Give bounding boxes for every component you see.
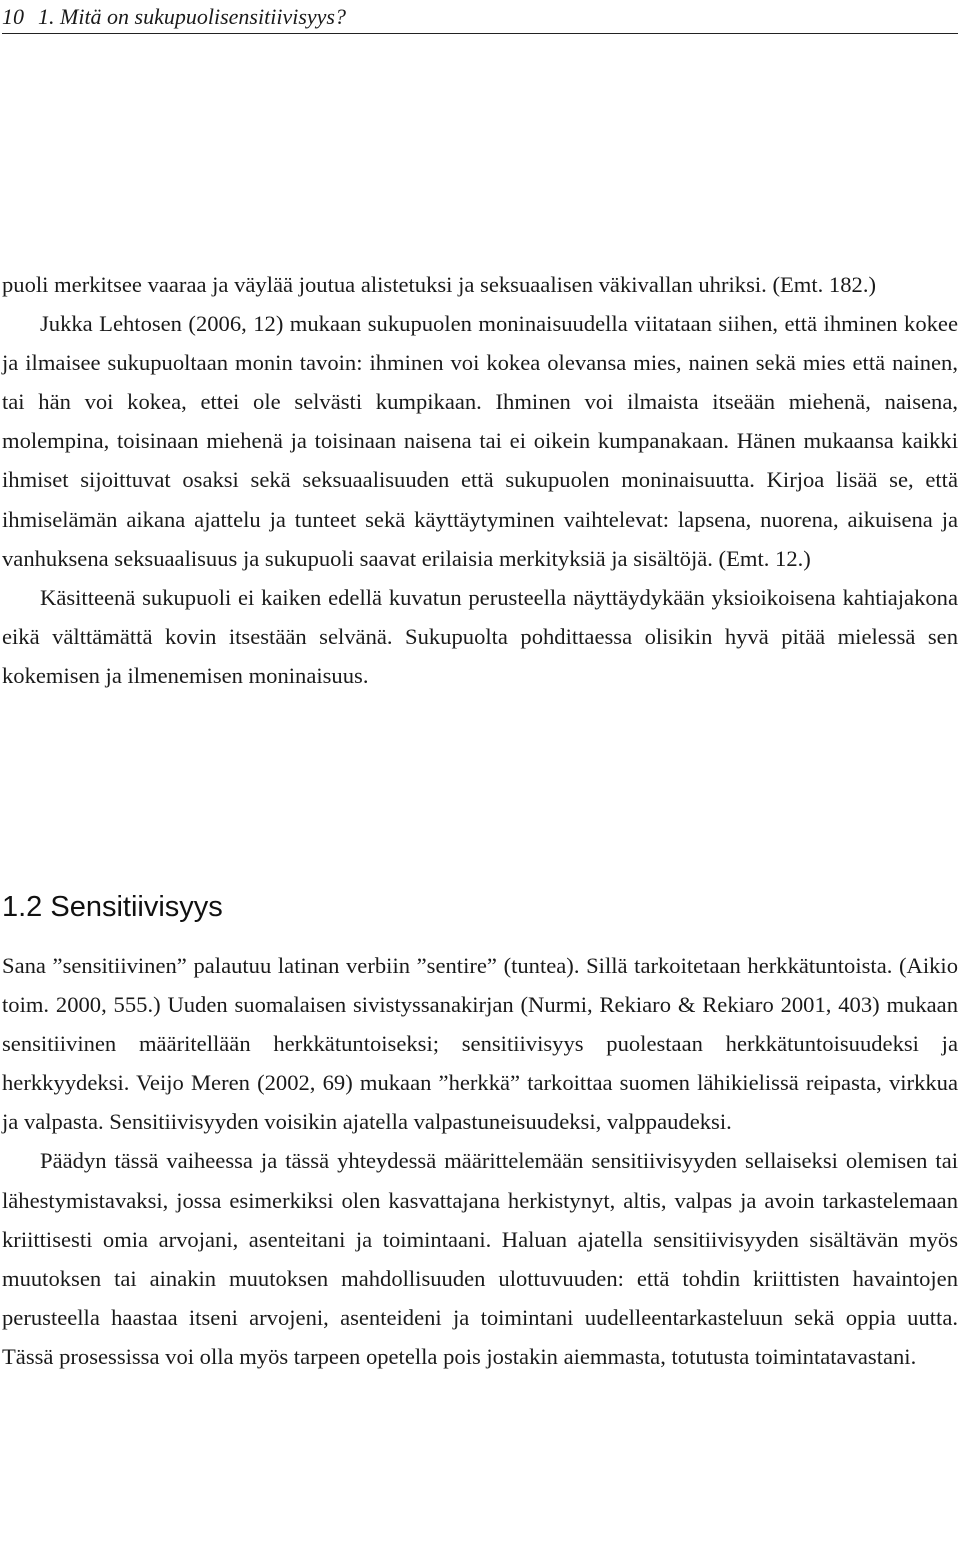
running-header bbox=[2, 4, 958, 34]
paragraph-continued: puoli merkitsee vaaraa ja väylää joutua alistetuksi ja seksuaalisen väkivallan uhriksi. (Emt. 182.) bbox=[2, 272, 876, 297]
body-text-block bbox=[2, 265, 958, 695]
paragraph: Sana ”sensitiivinen” palautuu latinan verbiin ”sentire” (tuntea). Sillä tarkoitetaan herkkätuntoista. (Aikio toim. 2000, 555.) Uuden suomalaisen sivistyssanakirjan (Nurmi, Rekiaro & Rekiaro 2001, 403) mukaan sensitiivinen määritellään herkkätuntoiseksi; sensitiivisyys puolestaan herkkätuntoisuudeksi ja herkkyydeksi. Veijo Meren (2002, 69) mukaan ”herkkä” tarkoittaa suomen lähikielissä reipasta, virkkua ja valpasta. Sensitiivisyyden voisikin ajatella valpastuneisuudeksi, valppaudeksi. bbox=[2, 953, 958, 1135]
chapter-title: 1. Mitä on sukupuolisensitiivisyys? bbox=[38, 4, 346, 29]
page-number: 10 bbox=[2, 4, 24, 29]
paragraph: Käsitteenä sukupuoli ei kaiken edellä kuvatun perusteella näyttäydykään yksioikoisena kahtiajakona eikä välttämättä kovin itsestään selvänä. Sukupuolta pohdittaessa olisikin hyvä pitää mielessä sen kokemisen ja ilmenemisen moninaisuus. bbox=[2, 584, 958, 688]
body-text-block bbox=[2, 946, 958, 1376]
section-heading: 1.2 Sensitiivisyys bbox=[2, 891, 223, 923]
paragraph: Jukka Lehtosen (2006, 12) mukaan sukupuolen moninaisuudella viitataan siihen, että ihminen kokee ja ilmaisee sukupuoltaan monin tavoin: ihminen voi kokea olevansa mies, nainen sekä mies että nainen, tai hän voi kokea, ettei ole selvästi kumpikaan. Ihminen voi ilmaista itseään miehenä, naisena, molempina, toisinaan miehenä ja toisinaan naisena tai ei oikein kumpanakaan. Hänen mukaansa kaikki ihmiset sijoittuvat osaksi sekä seksuaalisuuden että sukupuolen moninaisuutta. Kirjoa lisää se, että ihmiselämän aikana ajattelu ja tunteet sekä käyttäytyminen vaihtelevat: lapsena, nuorena, aikuisena ja vanhuksena seksuaalisuus ja sukupuoli saavat erilaisia merkityksiä ja sisältöjä. (Emt. 12.) bbox=[2, 311, 958, 571]
paragraph: Päädyn tässä vaiheessa ja tässä yhteydessä määrittelemään sensitiivisyyden sellaiseksi olemisen tai lähestymistavaksi, jossa esimerkiksi olen kasvattajana herkistynyt, altis, valpas ja avoin tarkastelemaan kriittisesti omia arvojani, asenteitani ja toimintaani. Haluan ajatella sensitiivisyyden sisältävän myös muutoksen tai ainakin muutoksen mahdollisuuden ulottuvuuden: että tohdin kriittisten havaintojen perusteella haastaa itseni arvojeni, asenteideni ja toimintani uudelleentarkasteluun sekä oppia uutta. Tässä prosessissa voi olla myös tarpeen opetella pois jostakin aiemmasta, totutusta toimintatavastani. bbox=[2, 1148, 958, 1369]
